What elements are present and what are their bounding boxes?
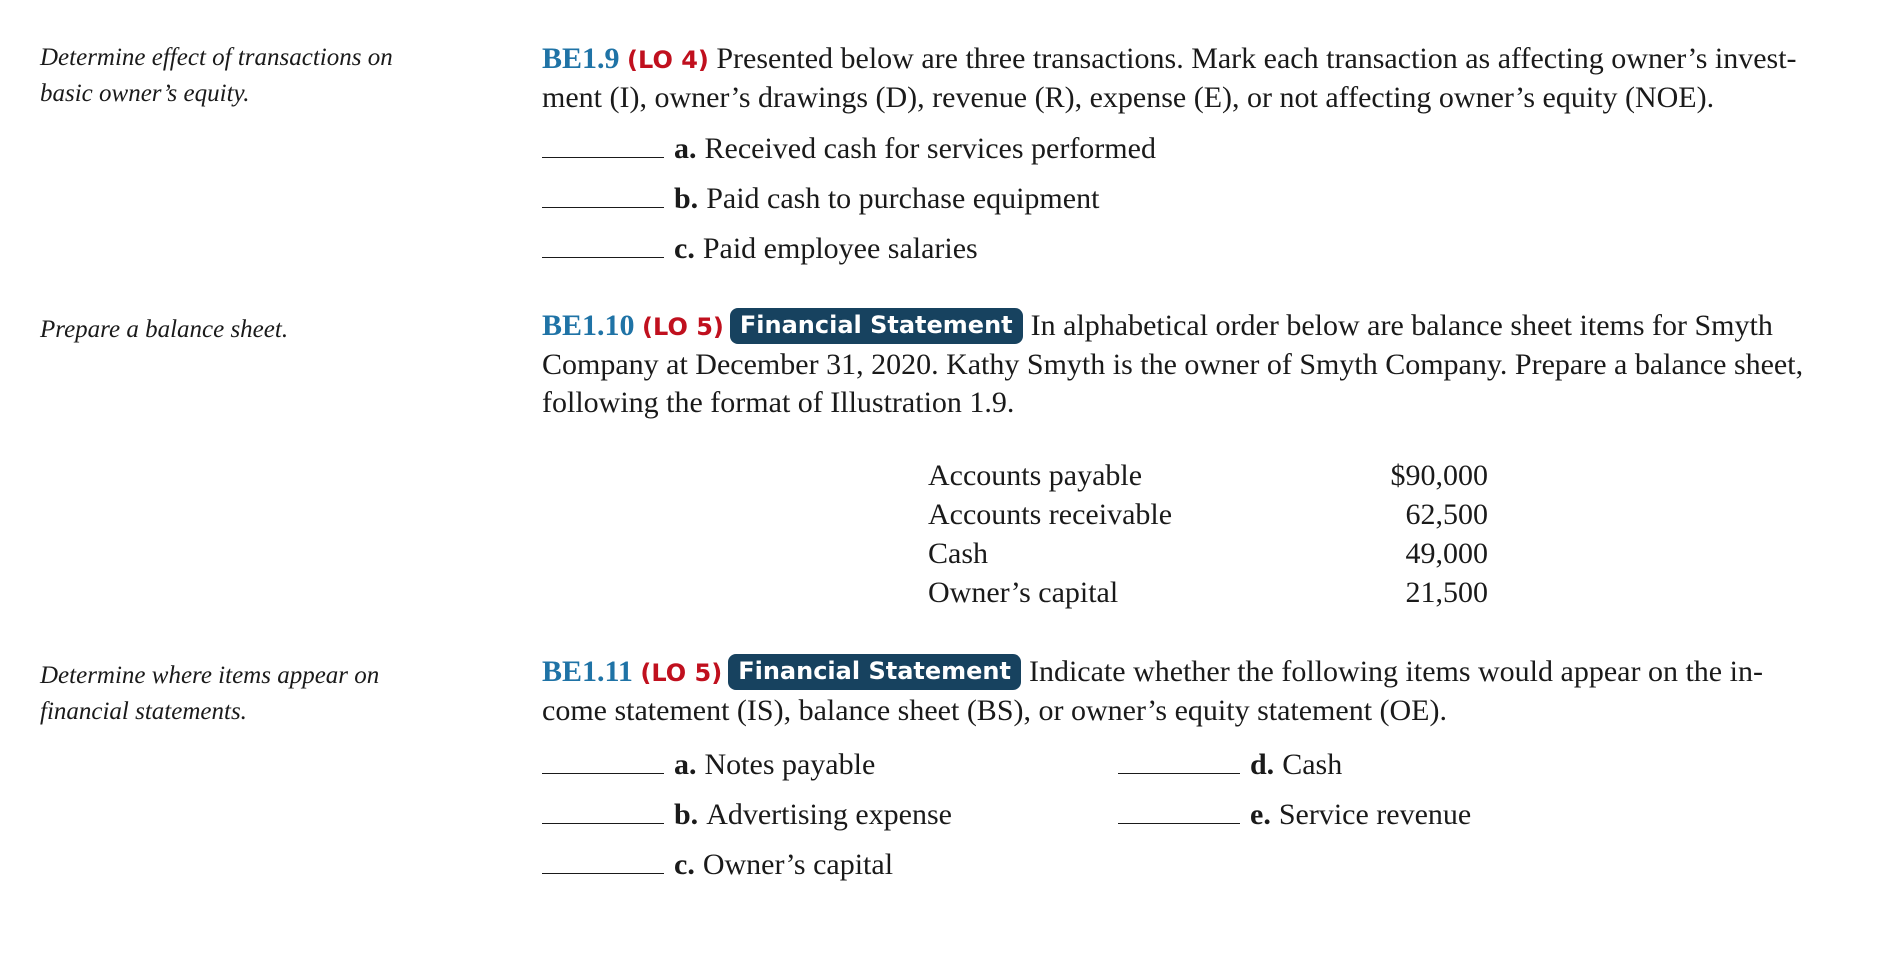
margin-note-line: Prepare a balance sheet. <box>40 316 289 343</box>
item-letter: a. <box>674 132 697 165</box>
balance-item-amount: $90,000 <box>1390 459 1488 492</box>
item-text: Received cash for services performed <box>704 132 1156 165</box>
exercise-text <box>542 307 1877 422</box>
learning-objective: (LO 5) <box>640 659 723 687</box>
margin-note-line: Determine effect of transactions on <box>40 44 393 71</box>
margin-note-be1-9 <box>40 40 460 112</box>
answer-item-d <box>1118 746 1342 784</box>
answer-item-a <box>542 746 875 784</box>
exercise-be1-10 <box>542 307 1877 422</box>
balance-item-row <box>928 456 1488 495</box>
item-letter: d. <box>1250 748 1275 781</box>
answer-blank[interactable] <box>542 847 664 874</box>
exercise-text-line: Company at December 31, 2020. Kathy Smyth is the owner of Smyth Company. Prepare a balance sheet, <box>542 348 1804 381</box>
exercise-text-line: following the format of Illustration 1.9. <box>542 386 1015 419</box>
answer-blank[interactable] <box>1118 747 1240 774</box>
item-text: Cash <box>1282 748 1343 781</box>
answer-blank[interactable] <box>542 131 664 158</box>
answer-blank[interactable] <box>1118 797 1240 824</box>
exercise-id: BE1.11 <box>542 655 633 688</box>
answer-item-c <box>542 846 893 884</box>
item-text: Paid employee salaries <box>702 232 978 265</box>
balance-item-amount: 21,500 <box>1405 576 1488 609</box>
exercise-id: BE1.10 <box>542 309 635 342</box>
item-text: Advertising expense <box>706 798 952 831</box>
item-letter: a. <box>674 748 697 781</box>
item-letter: b. <box>674 182 699 215</box>
answer-item-e <box>1118 796 1471 834</box>
balance-item-row <box>928 573 1488 612</box>
margin-note-be1-10 <box>40 312 460 348</box>
answer-item-b <box>542 796 952 834</box>
margin-note-be1-11 <box>40 658 460 730</box>
exercise-text-line: Indicate whether the following items would appear on the in- <box>1028 655 1763 688</box>
balance-item-amount: 49,000 <box>1405 537 1488 570</box>
financial-statement-badge: Financial Statement <box>730 308 1023 344</box>
item-text: Owner’s capital <box>702 848 894 881</box>
item-letter: b. <box>674 798 699 831</box>
margin-note-line: financial statements. <box>40 698 247 725</box>
exercise-text-line: ment (I), owner’s drawings (D), revenue (R), expense (E), or not affecting owner’s equity (NOE). <box>542 81 1715 114</box>
exercise-be1-11 <box>542 653 1877 730</box>
answer-blank[interactable] <box>542 747 664 774</box>
balance-item-label: Owner’s capital <box>928 576 1119 609</box>
answer-item-a <box>542 130 1156 168</box>
answer-blank[interactable] <box>542 797 664 824</box>
exercise-text-line: In alphabetical order below are balance sheet items for Smyth <box>1030 309 1773 342</box>
learning-objective: (LO 5) <box>642 313 724 341</box>
item-letter: e. <box>1250 798 1271 831</box>
margin-note-line: basic owner’s equity. <box>40 80 250 107</box>
answer-blank[interactable] <box>542 181 664 208</box>
learning-objective: (LO 4) <box>627 46 709 74</box>
exercise-text <box>542 653 1877 730</box>
exercise-be1-9 <box>542 40 1877 117</box>
item-text: Paid cash to purchase equipment <box>706 182 1100 215</box>
item-text: Notes payable <box>704 748 876 781</box>
balance-item-amount: 62,500 <box>1405 498 1488 531</box>
exercise-id: BE1.9 <box>542 42 620 75</box>
item-letter: c. <box>674 848 695 881</box>
exercise-text-line: Presented below are three transactions. Mark each transaction as affecting owner’s invest- <box>716 42 1797 75</box>
answer-blank[interactable] <box>542 231 664 258</box>
balance-item-label: Accounts payable <box>928 459 1143 492</box>
exercise-text-line: come statement (IS), balance sheet (BS), or owner’s equity statement (OE). <box>542 694 1447 727</box>
item-text: Service revenue <box>1278 798 1472 831</box>
financial-statement-badge: Financial Statement <box>728 654 1021 690</box>
balance-sheet-items <box>928 456 1488 612</box>
margin-note-line: Determine where items appear on <box>40 662 380 689</box>
balance-item-label: Accounts receivable <box>928 498 1173 531</box>
item-letter: c. <box>674 232 695 265</box>
answer-item-c <box>542 230 978 268</box>
balance-item-row <box>928 534 1488 573</box>
exercise-text <box>542 40 1877 117</box>
answer-item-b <box>542 180 1099 218</box>
balance-item-row <box>928 495 1488 534</box>
balance-item-label: Cash <box>928 537 988 570</box>
